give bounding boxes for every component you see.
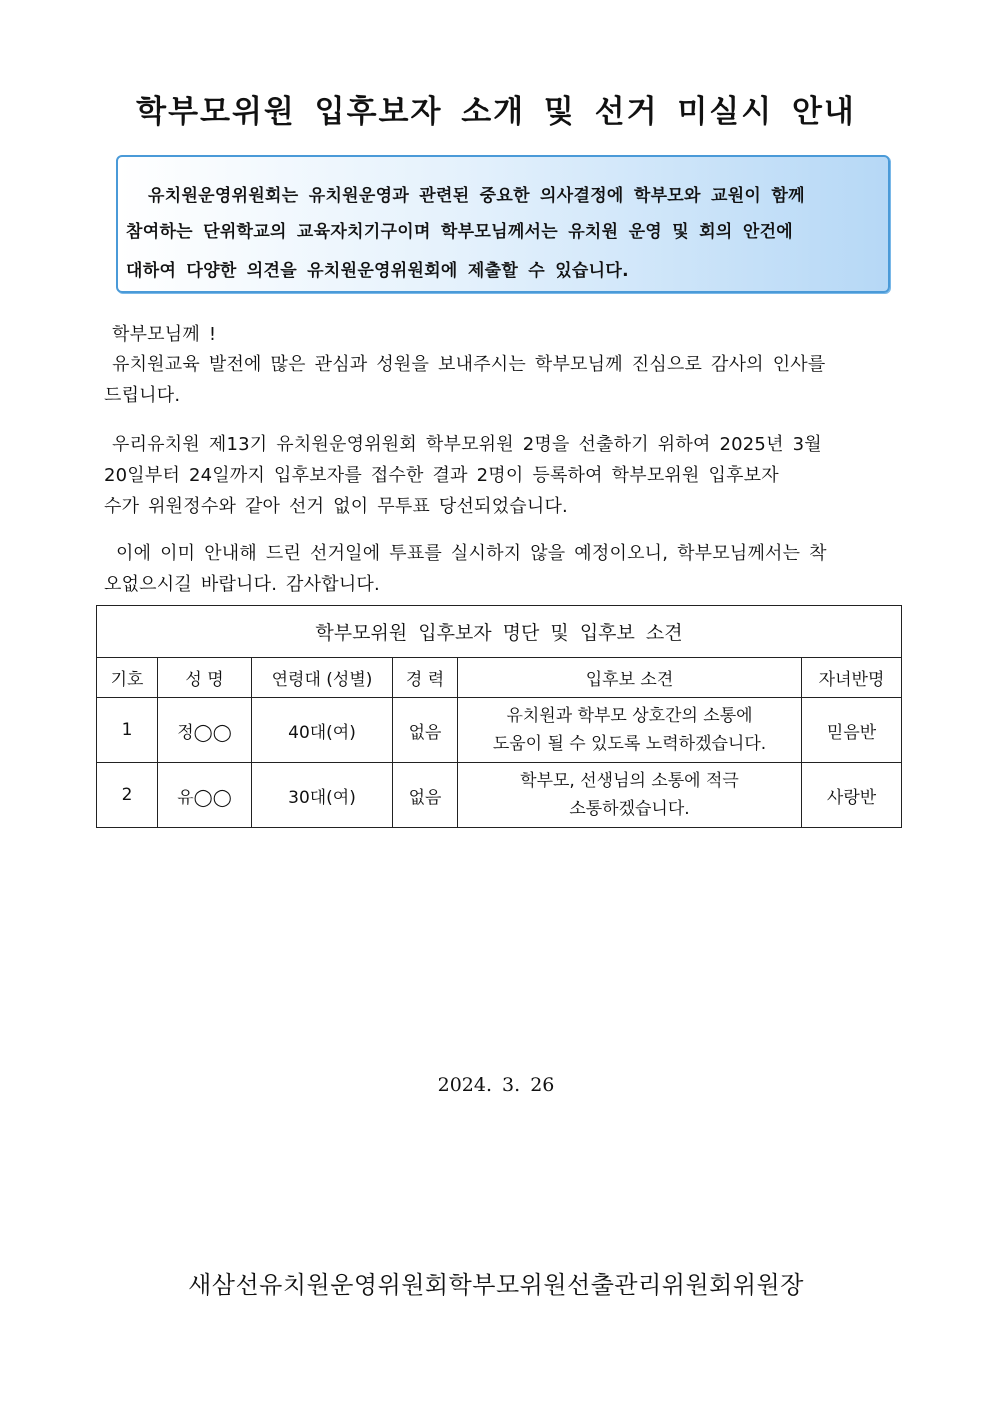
paragraph-line: 우리유치원 제13기 유치원운영위원회 학부모위원 2명을 선출하기 위하여 2025년 3월: [112, 434, 822, 455]
pledge-line: 학부모, 선생님의 소통에 적극: [520, 771, 739, 791]
notice-box: [116, 155, 890, 293]
issue-date: 2024. 3. 26: [437, 1074, 555, 1096]
pledge-cell: [458, 698, 802, 763]
name-cell: 정◯◯: [158, 698, 252, 763]
header-cell: 자녀반명: [802, 658, 902, 698]
paragraph-line: 드립니다.: [104, 385, 181, 406]
notice-line: 유치원운영위원회는 유치원운영과 관련된 중요한 의사결정에 학부모와 교원이 함께: [148, 186, 805, 206]
header-cell: 연령대 (성별): [252, 658, 393, 698]
pledge-line: 도움이 될 수 있도록 노력하겠습니다.: [492, 734, 767, 754]
class-cell: 사랑반: [802, 763, 902, 828]
signer: 새삼선유치원운영위원회학부모위원선출관리위원회위원장: [188, 1271, 804, 1299]
header-cell: 입후보 소견: [458, 658, 802, 698]
table-header-row: [97, 658, 902, 698]
notice-line: 참여하는 단위학교의 교육자치기구이며 학부모님께서는 유치원 운영 및 회의 안건에: [126, 222, 794, 242]
page-title: 학부모위원 입후보자 소개 및 선거 미실시 안내: [136, 94, 856, 130]
header-cell: 기호: [97, 658, 158, 698]
greeting: 학부모님께 !: [112, 324, 217, 345]
number-cell: 1: [97, 698, 158, 763]
pledge-line: 소통하겠습니다.: [569, 799, 690, 819]
paragraph-line: 수가 위원정수와 같아 선거 없이 무투표 당선되었습니다.: [104, 496, 568, 517]
age-cell: 40대(여): [252, 698, 393, 763]
table-row: [97, 763, 902, 828]
name-cell: 유◯◯: [158, 763, 252, 828]
paragraph-line: 이에 이미 안내해 드린 선거일에 투표를 실시하지 않을 예정이오니, 학부모님께서는 착: [116, 543, 827, 564]
notice-line: 대하여 다양한 의견을 유치원운영위원회에 제출할 수 있습니다.: [126, 261, 629, 281]
paragraph-line: 유치원교육 발전에 많은 관심과 성원을 보내주시는 학부모님께 진심으로 감사의 인사를: [112, 354, 826, 375]
career-cell: 없음: [393, 763, 458, 828]
paragraph-line: 20일부터 24일까지 입후보자를 접수한 결과 2명이 등록하여 학부모위원 입후보자: [104, 465, 779, 486]
table-title: 학부모위원 입후보자 명단 및 입후보 소견: [97, 606, 902, 658]
pledge-cell: [458, 763, 802, 828]
class-cell: 믿음반: [802, 698, 902, 763]
header-cell: 성 명: [158, 658, 252, 698]
career-cell: 없음: [393, 698, 458, 763]
paragraph-line: 오없으시길 바랍니다. 감사합니다.: [104, 574, 380, 595]
table-row: [97, 698, 902, 763]
candidate-table: [96, 605, 902, 828]
pledge-line: 유치원과 학부모 상호간의 소통에: [506, 706, 753, 726]
header-cell: 경 력: [393, 658, 458, 698]
number-cell: 2: [97, 763, 158, 828]
age-cell: 30대(여): [252, 763, 393, 828]
